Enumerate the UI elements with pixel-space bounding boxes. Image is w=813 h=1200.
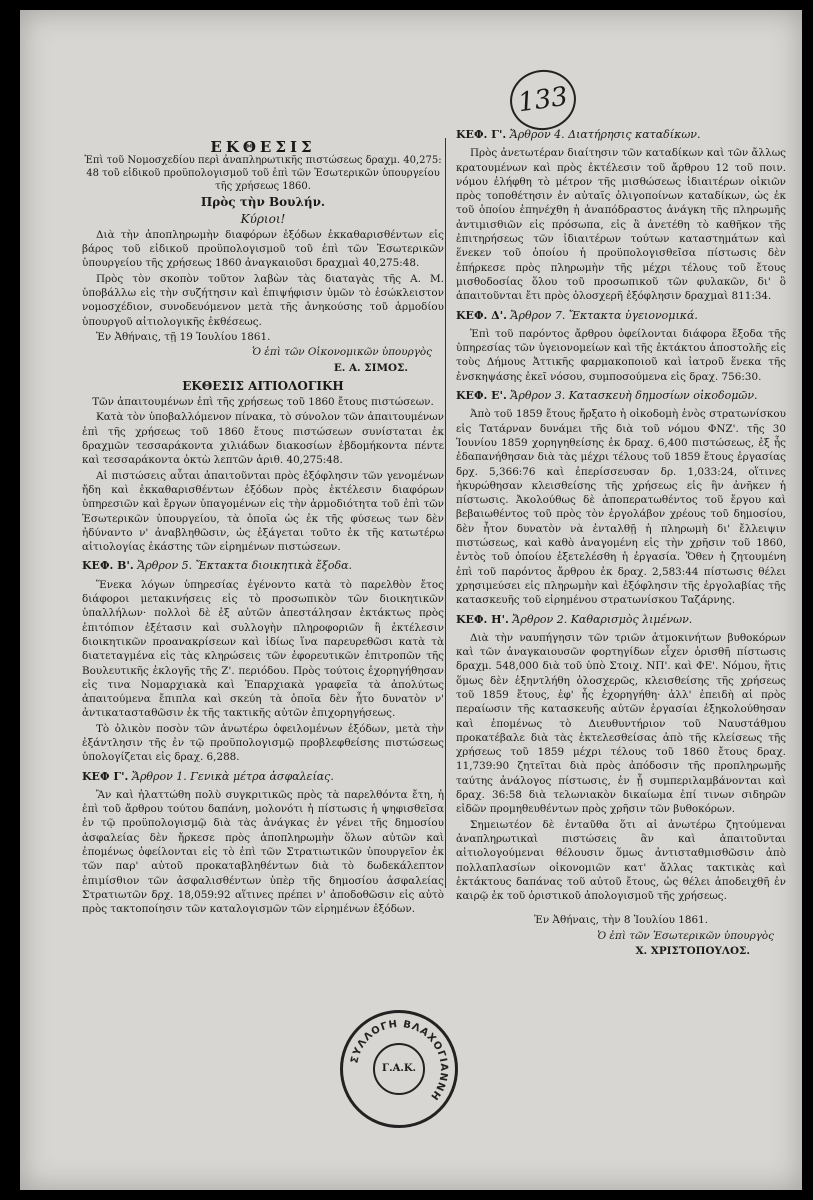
document-page [20, 10, 802, 1190]
chapter-title: Ἄρθρον 5. Ἔκτακτα διοικητικὰ ἔξοδα. [137, 559, 352, 573]
chapter-label: ΚΕΦ Γ'. [82, 769, 129, 783]
date-line: Ἐν Ἀθήναις, τὴν 8 Ἰουλίου 1861. [533, 914, 709, 927]
section-subtitle: Τῶν ἀπαιτουμένων ἐπὶ τῆς χρήσεως τοῦ 1860 ἔτους πιστώσεων. [92, 396, 434, 409]
stamp-center: Γ.Α.Κ. [373, 1043, 425, 1095]
date-line: Ἐν Ἀθήναις, τῇ 19 Ἰουλίου 1861. [96, 330, 271, 343]
chapter-heading [82, 559, 444, 573]
signature-name: Ε. Α. ΣΙΜΟΣ. [333, 361, 408, 374]
chapter-title: Ἄρθρον 3. Κατασκευὴ δημοσίων οἰκοδομῶν. [510, 389, 758, 403]
chapter-label: ΚΕΦ. Η'. [456, 612, 509, 626]
chapter-heading [456, 613, 786, 627]
chapter-title: Ἄρθρον 2. Καθαρισμὸς λιμένων. [512, 612, 693, 626]
chapter-title: Ἄρθρον 7. Ἔκτακτα ὑγειονομικά. [510, 308, 698, 322]
chapter-label: ΚΕΦ. Γ'. [456, 128, 507, 141]
paragraph: Αἱ πιστώσεις αὗται ἀπαιτοῦνται πρὸς ἐξόφλησιν τῶν γενομένων ἤδη καὶ ἐκκαθαρισθέντων ἐξόδων πρὸς ἐκτέλεσιν διαφόρων ὑπηρεσιῶν καὶ ἔργων ὑπαγομένων εἰς τὴν ἁρμοδιότητα τοῦ ἐπὶ τῶν Ἐσωτερικῶν ὑπουργείου, τὰ ὁποῖα ὡς ἐκ τῆς φύσεως των δὲν ἠδύναντο ν' ἀναβληθῶσιν, ὡς ἐξάγεται τοῦτο ἐκ τῆς κατωτέρω αἰτιολογίας ἑκάστης τῶν εἰρημένων πιστώσεων. [82, 469, 444, 554]
paragraph: Ἀπὸ τοῦ 1859 ἔτους ἤρξατο ἡ οἰκοδομὴ ἑνὸς στρατωνίσκου εἰς Τατάρναν δυνάμει τῆς διὰ τοῦ νόμου ΦΝΖ'. τῆς 30 Ἰουνίου 1859 χορηγηθείσης ἐκ δραχ. 6,400 πιστώσεως, ἐξ ἧς ἐδαπανήθησαν διὰ τὰς μέχρι τέλους τοῦ 1859 ἔτους ἐργασίας δρχ. 5,366:76 καὶ ἐπερίσσευσαν δρ. 1,033:24, οἵτινες ἠκυρώθησαν κλεισθείσης τῆς χρήσεως εἰς ἣν ἀνῆκεν ἡ πίστωσις. Ἀκολούθως δὲ ἀποπερατωθέντος τοῦ ἔργου καὶ βεβαιωθέντος τοῦ πρὸς τὸν ἐργολάβον χρέους τοῦ δημοσίου, δὲν ἦτον δυνατὸν νὰ ἐνταλθῇ ἡ πληρωμὴ δι' ἔλλειψιν πιστώσεως, καὶ καθὸ ἀναγομένη εἰς τὴν χρῆσιν τοῦ 1860, ἐντὸς τοῦ ὁποίου ἐξετελέσθη ἡ ἐργασία. Ὅθεν ἡ ζητουμένη ἐπὶ τοῦ παρόντος ἄρθρου ἐκ δραχ. 2,583:44 πίστωσις θέλει χρησιμεύσει εἰς πληρωμὴν καὶ ἐξόφλησιν τῆς ἐργολαβίας τῆς κατασκευῆς τοῦ εἰρημένου στρατωνίσκου Ταζάρνης. [456, 408, 786, 607]
paragraph: Διὰ τὴν ναυπήγησιν τῶν τριῶν ἀτμοκινήτων βυθοκόρων καὶ τῶν ἀναγκαιουσῶν φορτηγίδων εἶχεν ὁρισθῆ πίστωσις δραχμ. 548,000 διὰ τοῦ ὑπὸ Στοιχ. ΝΠ'. καὶ ΦΕ'. Νόμου, ἥτις ὅμως δὲν ἐξηντλήθη ὁλοσχερῶς, κλεισθείσης τῆς χρήσεως τοῦ 1859 ἔτους, ἐφ' ἧς ἐχορηγήθη· ἀλλ' ἐπειδὴ αἱ πρὸς περαίωσιν τῆς κατασκευῆς αὐτῶν ἐργασίαι ἐξηκολούθησαν καὶ ἐπομένως τὸ Διευθυντήριον τοῦ Ναυστάθμου προκατέβαλε διὰ τὰς ἐκτελεσθείσας ἀπὸ τῆς κλείσεως τῆς χρήσεως τοῦ 1859 μέχρι τέλους τοῦ 1860 ἔτους δραχ. 11,739:90 ζητεῖται διὰ πρὸς ἀπόδοσιν τῆς προπληρωμῆς ταύτης ἀνάλογος πίστωσις, ἐν ᾗ συμπεριλαμβάνονται καὶ δραχ. 36:58 διὰ τελωνιακὸν δικαίωμα ἐπί τινων σιδηρῶν εἰδῶν προμηθευθέντων πρὸς χρῆσιν τῶν βυθοκόρων. [456, 631, 786, 816]
report-heading: ΕΚΘΕΣΙΣ [210, 138, 316, 156]
chapter-heading [456, 309, 786, 323]
chapter-heading [82, 770, 444, 784]
page-number: 133 [506, 66, 580, 135]
signature-role: Ὁ ἐπὶ τῶν Ἐσωτερικῶν ὑπουργὸς [597, 929, 774, 942]
paragraph: Πρὸς ἀνετωτέραν διαίτησιν τῶν καταδίκων καὶ τῶν ἄλλως κρατουμένων καὶ πρὸς ἐκτέλεσιν τοῦ ἄρθρου 12 τοῦ ποιν. νόμου ἐλήφθη τὸ μέτρον τῆς μισθώσεως ἰδιαιτέρων οἰκιῶν πρὸς τοποθέτησιν ἐν αὐταῖς ὀλιγοποίνων καταδίκων, ὡς ἐκ τοῦ ὁποίου ἐπηνέχθη ἡ ἀναπόδραστος ἀνάγκη τῆς πληρωμῆς ἀντιμισθιῶν εἰς πρόσωπα, εἰς ἃ ἀνετέθη τὸ καθῆκον τῆς ἐπιτηρήσεως τῶν ἰδιαιτέρων τούτων καταστημάτων καὶ ἕνεκεν τοῦ ὁποίου ἡ προϋπολογισθεῖσα πίστωσις δὲν ἐπήρκεσε πρὸς πληρωμὴν τῆς μέχρι τέλους τοῦ ἔτους μισθοδοσίας ὅλου τοῦ προσωπικοῦ τῶν φυλακῶν, δι' ὃ ἀπαιτοῦνται ἔτι πρὸς ὁλοσχερῆ ἐξόφλησιν δραχμαὶ 811:34. [456, 147, 786, 303]
signature-role: Ὁ ἐπὶ τῶν Οἰκονομικῶν ὑπουργὸς [252, 346, 432, 359]
chapter-title: Ἄρθρον 1. Γενικὰ μέτρα ἀσφαλείας. [131, 769, 334, 783]
archive-stamp [340, 1010, 458, 1128]
column-divider [445, 138, 446, 888]
chapter-heading [456, 389, 786, 403]
paragraph: Διὰ τὴν ἀποπληρωμὴν διαφόρων ἐξόδων ἐκκαθαρισθέντων εἰς βάρος τοῦ εἰδικοῦ προϋπολογισμοῦ τοῦ ἐπὶ τῶν Ἐσωτερικῶν ὑπουργείου τῆς χρήσεως 1860 ἀναγκαιοῦσι δραχμαὶ 40,275:48. [82, 228, 444, 270]
right-column [456, 128, 786, 959]
salutation: Κύριοι! [240, 211, 286, 226]
chapter-label: ΚΕΦ. Δ'. [456, 308, 507, 322]
paragraph: Ἐπὶ τοῦ παρόντος ἄρθρου ὀφείλονται διάφορα ἔξοδα τῆς ὑπηρεσίας τῶν ὑγειονομείων καὶ τῆς ἐκτάκτου ἀποστολῆς εἰς τοὺς Δήμους Ἀττικῆς φαρμακοποιοῦ καὶ ἰατροῦ ἕνεκα τῆς ἐνσκηψάσης ἐκεῖ νόσου, συμποσούμενα εἰς δραχ. 756:30. [456, 327, 786, 383]
stamp-ring-text: ΣΥΛΛΟΓΗ ΒΛΑΧΟΓΙΑΝΝΗ [349, 1018, 450, 1103]
chapter-label: ΚΕΦ. Β'. [82, 559, 134, 573]
signature-name: Χ. ΧΡΙΣΤΟΠΟΥΛΟΣ. [635, 945, 750, 958]
chapter-title: Ἄρθρον 4. Διατήρησις καταδίκων. [509, 128, 701, 141]
paragraph: Κατὰ τὸν ὑποβαλλόμενον πίνακα, τὸ σύνολον τῶν ἀπαιτουμένων ἐπὶ τῆς χρήσεως τοῦ 1860 ἔτους πιστώσεων συνίσταται ἐκ δραχμῶν τεσσαράκοντα χιλιάδων διακοσίων ἑβδομήκοντα πέντε καὶ τεσσαράκοντα ὀκτὼ λεπτῶν ἀριθ. 40,275:48. [82, 411, 444, 467]
paragraph: Σημειωτέον δὲ ἐνταῦθα ὅτι αἱ ἀνωτέρω ζητούμεναι ἀναπληρωτικαὶ πιστώσεις ἂν καὶ ἀπαιτοῦνται αἰτιολογούμεναι θέλουσιν ὅμως ἀντισταθμισθῶσιν ἀπὸ πολλαπλασίων οἰκονομιῶν κατ' ἄλλας τακτικὰς καὶ ἐκτάκτους δαπάνας τοῦ αὐτοῦ ἔτους, ὡς θέλει ἀποδειχθῆ ἐν καιρῷ ἐκ τοῦ ὁριστικοῦ ἀπολογισμοῦ τῆς χρήσεως. [456, 818, 786, 903]
paragraph: Ἂν καὶ ἠλαττώθη πολὺ συγκριτικῶς πρὸς τὰ παρελθόντα ἔτη, ἡ ἐπὶ τοῦ ἄρθρου τούτου δαπάνη, μολονότι ἡ πίστωσις ἡ ψηφισθεῖσα ἐν τῷ προϋπολογισμῷ διὰ τὰς ἀνάγκας ἐν γένει τῆς δημοσίου ἀσφαλείας δὲν ἤρκεσε πρὸς ἀποπληρωμὴν ὅλων αὐτῶν καὶ ἐπομένως ὀφείλονται εἰς τὸ ἐπὶ τῶν Στρατιωτικῶν ὑπουργεῖον ἐκ τῶν παρ' αὐτοῦ προκαταβληθέντων διὰ τὸ δωδεκάλεπτον ἐπιμίσθιον τῶν ἀσφαλισθέντων ὑπὲρ τῆς δημοσίου ἀσφαλείας Στρατιωτῶν δρχ. 18,059:92 αἵτινες πρέπει ν' ἀποδοθῶσιν εἰς αὐτὸ πρὸς τακτοποίησιν τῶν καταλογισμῶν τῶν εἰρημένων ἐξόδων. [82, 788, 444, 916]
section-heading: ΕΚΘΕΣΙΣ ΑΙΤΙΟΛΟΓΙΚΗ [182, 378, 344, 393]
paragraph: Τὸ ὁλικὸν ποσὸν τῶν ἀνωτέρω ὀφειλομένων ἐξόδων, μετὰ τὴν ἐξάντλησιν τῆς ἐν τῷ προϋπολογισμῷ προβλεφθείσης πιστώσεως ὑπολογίζεται εἰς δραχ. 6,288. [82, 722, 444, 764]
left-column [82, 128, 444, 918]
paragraph: Ἕνεκα λόγων ὑπηρεσίας ἐγένοντο κατὰ τὸ παρελθὸν ἔτος διάφοροι μετακινήσεις εἰς τὸ προσωπικὸν τῶν διοικητικῶν ὑπαλλήλων· πολλοὶ δὲ ἐξ αὐτῶν ἀπεστάλησαν ἐκτάκτως πρὸς ἐπιτόπιον ἐξέτασιν καὶ συλλογὴν πληροφοριῶν ἢ ἐκτέλεσιν διοικητικῶν προανακρίσεων καὶ ἰδίως ἵνα παρευρεθῶσι κατὰ τὰ διατεταγμένα εἰς τὰς κληρώσεις τῶν ἐφορευτικῶν ἐπιτροπῶν τῆς Βουλευτικῆς ἐκλογῆς τῆς Ζ'. περιόδου. Πρὸς τούτοις ἐχορηγήθησαν εἰς τινα Νομαρχιακὰ καὶ Ἐπαρχιακὰ γραφεῖα τὰ ἀπολύτως ἀπαιτούμενα ἔπιπλα καὶ σκεύη τὰ ὁποῖα δὲν ἦτο δυνατὸν ν' ἀντικατασταθῶσιν ἐκ τῆς τακτικῆς αὐτῶν ἐπιχορηγήσεως. [82, 578, 444, 720]
paragraph: Πρὸς τὸν σκοπὸν τοῦτον λαβὼν τὰς διαταγὰς τῆς Α. Μ. ὑποβάλλω εἰς τὴν συζήτησιν καὶ ἐπιψήφισιν ὑμῶν τὸ ἐσώκλειστον νομοσχέδιον, συνοδευόμενον μετὰ τῆς ἀνηκούσης τοῦ ἁρμοδίου ὑπουργοῦ αἰτιολογικῆς ἐκθέσεως. [82, 272, 444, 328]
chapter-label: ΚΕΦ. Ε'. [456, 389, 507, 403]
chapter-heading [456, 128, 786, 142]
addressee: Πρὸς τὴν Βουλήν. [200, 195, 326, 210]
report-subtitle: Ἐπὶ τοῦ Νομοσχεδίου περὶ ἀναπληρωτικῆς πιστώσεως δραχμ. 40,275: 48 τοῦ εἰδικοῦ προϋπολογισμοῦ τοῦ ἐπὶ τῶν Ἐσωτερικῶν ὑπουργείου τῆς χρήσεως 1860. [84, 155, 442, 193]
